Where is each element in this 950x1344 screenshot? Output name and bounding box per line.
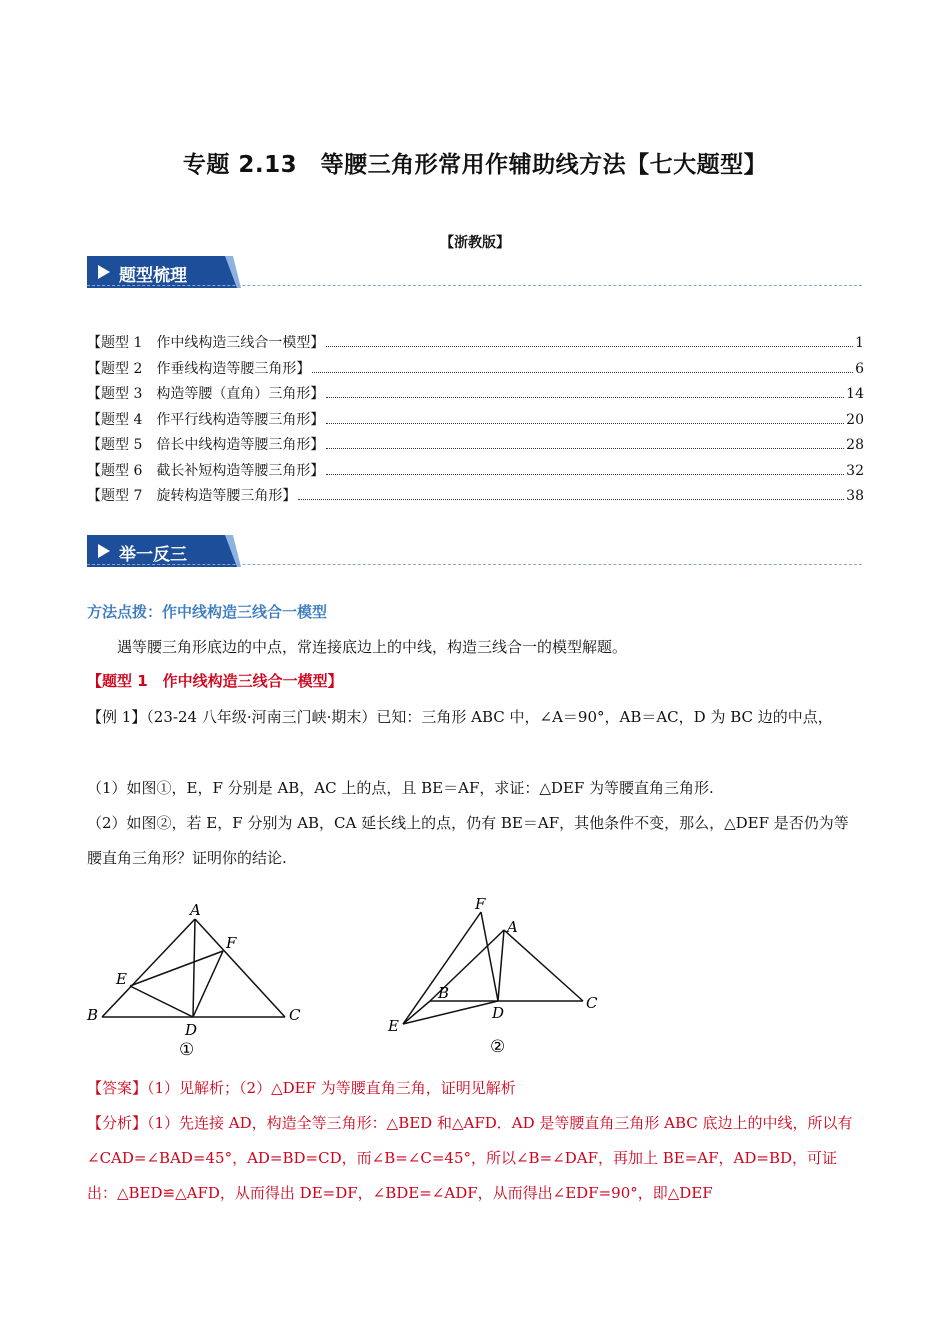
toc-label: 【题型 5 倍长中线构造等腰三角形】 (87, 437, 325, 453)
point-label: A (190, 901, 201, 919)
segment-ad (498, 930, 504, 1001)
toc-row[interactable] (87, 434, 864, 460)
document-title: 专题 2.13 等腰三角形常用作辅助线方法【七大题型】 (182, 152, 768, 178)
toc-page: 32 (846, 462, 864, 479)
banner-examples-label: 举一反三 (119, 545, 187, 565)
toc-leader-dots (326, 423, 844, 424)
toc-page: 14 (846, 386, 864, 402)
point-label: F (226, 934, 237, 952)
toc-row[interactable] (87, 383, 864, 409)
toc-leader-dots (326, 397, 844, 398)
segment-ab (102, 919, 195, 1017)
point-label: A (507, 918, 518, 936)
figure-caption: ② (490, 1037, 506, 1057)
toc-leader-dots (326, 474, 844, 475)
answer-text: 【答案】（1）见解析；（2）△DEF 为等腰直角三角，证明见解析 (87, 1079, 516, 1097)
point-label: F (475, 895, 486, 913)
segment-ed (130, 986, 193, 1017)
example-part1: （1）如图①，E，F 分别是 AB，AC 上的点，且 BE＝AF，求证：△DEF 为等腰直角三角形. (87, 779, 714, 797)
example-part2: （2）如图②，若 E，F 分别为 AB，CA 延长线上的点，仍有 BE＝AF，其他条件不变，那么，△DEF 是否仍为等腰直角三角形？证明你的结论. (87, 814, 849, 867)
question-type-heading: 【题型 1 作中线构造三线合一模型】 (87, 672, 343, 690)
point-label: E (116, 970, 127, 988)
toc-row[interactable] (87, 358, 864, 384)
point-label: B (87, 1006, 99, 1024)
toc-page: 38 (846, 488, 864, 504)
banner-divider (87, 285, 862, 286)
toc-label: 【题型 1 作中线构造三线合一模型】 (87, 335, 325, 351)
toc-page: 28 (846, 437, 864, 453)
toc-label: 【题型 7 旋转构造等腰三角形】 (87, 488, 297, 504)
toc-row[interactable] (87, 485, 864, 511)
banner-divider (87, 564, 862, 565)
method-text: 遇等腰三角形底边的中点，常连接底边上的中线，构造三线合一的模型解题。 (117, 638, 628, 656)
figure-2 (380, 890, 620, 1060)
segment-ac (195, 919, 285, 1017)
point-label: D (492, 1004, 505, 1022)
toc-leader-dots (326, 346, 853, 347)
method-heading: 方法点拨：作中线构造三线合一模型 (87, 603, 328, 621)
toc-row[interactable] (87, 460, 864, 486)
toc-row[interactable] (87, 409, 864, 435)
segment-fd (481, 912, 498, 1001)
toc-page: 1 (855, 335, 864, 351)
toc-label: 【题型 6 截长补短构造等腰三角形】 (87, 462, 325, 479)
section-banner-examples (87, 535, 241, 567)
point-label: D (185, 1021, 198, 1039)
toc-label: 【题型 2 作垂线构造等腰三角形】 (87, 360, 311, 377)
toc-label: 【题型 4 作平行线构造等腰三角形】 (87, 411, 325, 428)
banner-toc-label: 题型梳理 (119, 266, 187, 286)
edition-label: 【浙教版】 (440, 235, 510, 251)
example-intro: 【例 1】（23-24 八年级·河南三门峡·期末）已知：三角形 ABC 中，∠A＝90°，AB＝AC，D 为 BC 边的中点， (87, 708, 833, 726)
toc-leader-dots (326, 448, 844, 449)
toc-page: 20 (846, 411, 864, 428)
toc-leader-dots (312, 372, 853, 373)
figure-1 (80, 895, 330, 1060)
point-label: E (388, 1017, 399, 1035)
section-banner-toc (87, 256, 241, 288)
toc-leader-dots (298, 499, 844, 500)
point-label: C (586, 994, 598, 1012)
segment-ac (504, 930, 583, 1001)
table-of-contents (87, 332, 864, 511)
figure-caption: ① (179, 1040, 195, 1060)
toc-page: 6 (855, 360, 864, 377)
point-label: C (289, 1006, 301, 1024)
point-label: B (438, 984, 450, 1002)
segment-ad (193, 919, 195, 1017)
toc-row[interactable] (87, 332, 864, 358)
analysis-text: 【分析】（1）先连接 AD，构造全等三角形：△BED 和△AFD．AD 是等腰直角三角形 ABC 底边上的中线，所以有∠CAD=∠BAD=45°，AD=BD=CD，而∠B=∠C=45°，所以∠B=∠DAF，再加上 BE=AF，AD=BD，可证出：△BED≌△AFD，从而得出 DE=DF，∠BDE=∠ADF，从而得出∠EDF=90°，即△DEF (87, 1114, 853, 1202)
toc-label: 【题型 3 构造等腰（直角）三角形】 (87, 386, 325, 402)
